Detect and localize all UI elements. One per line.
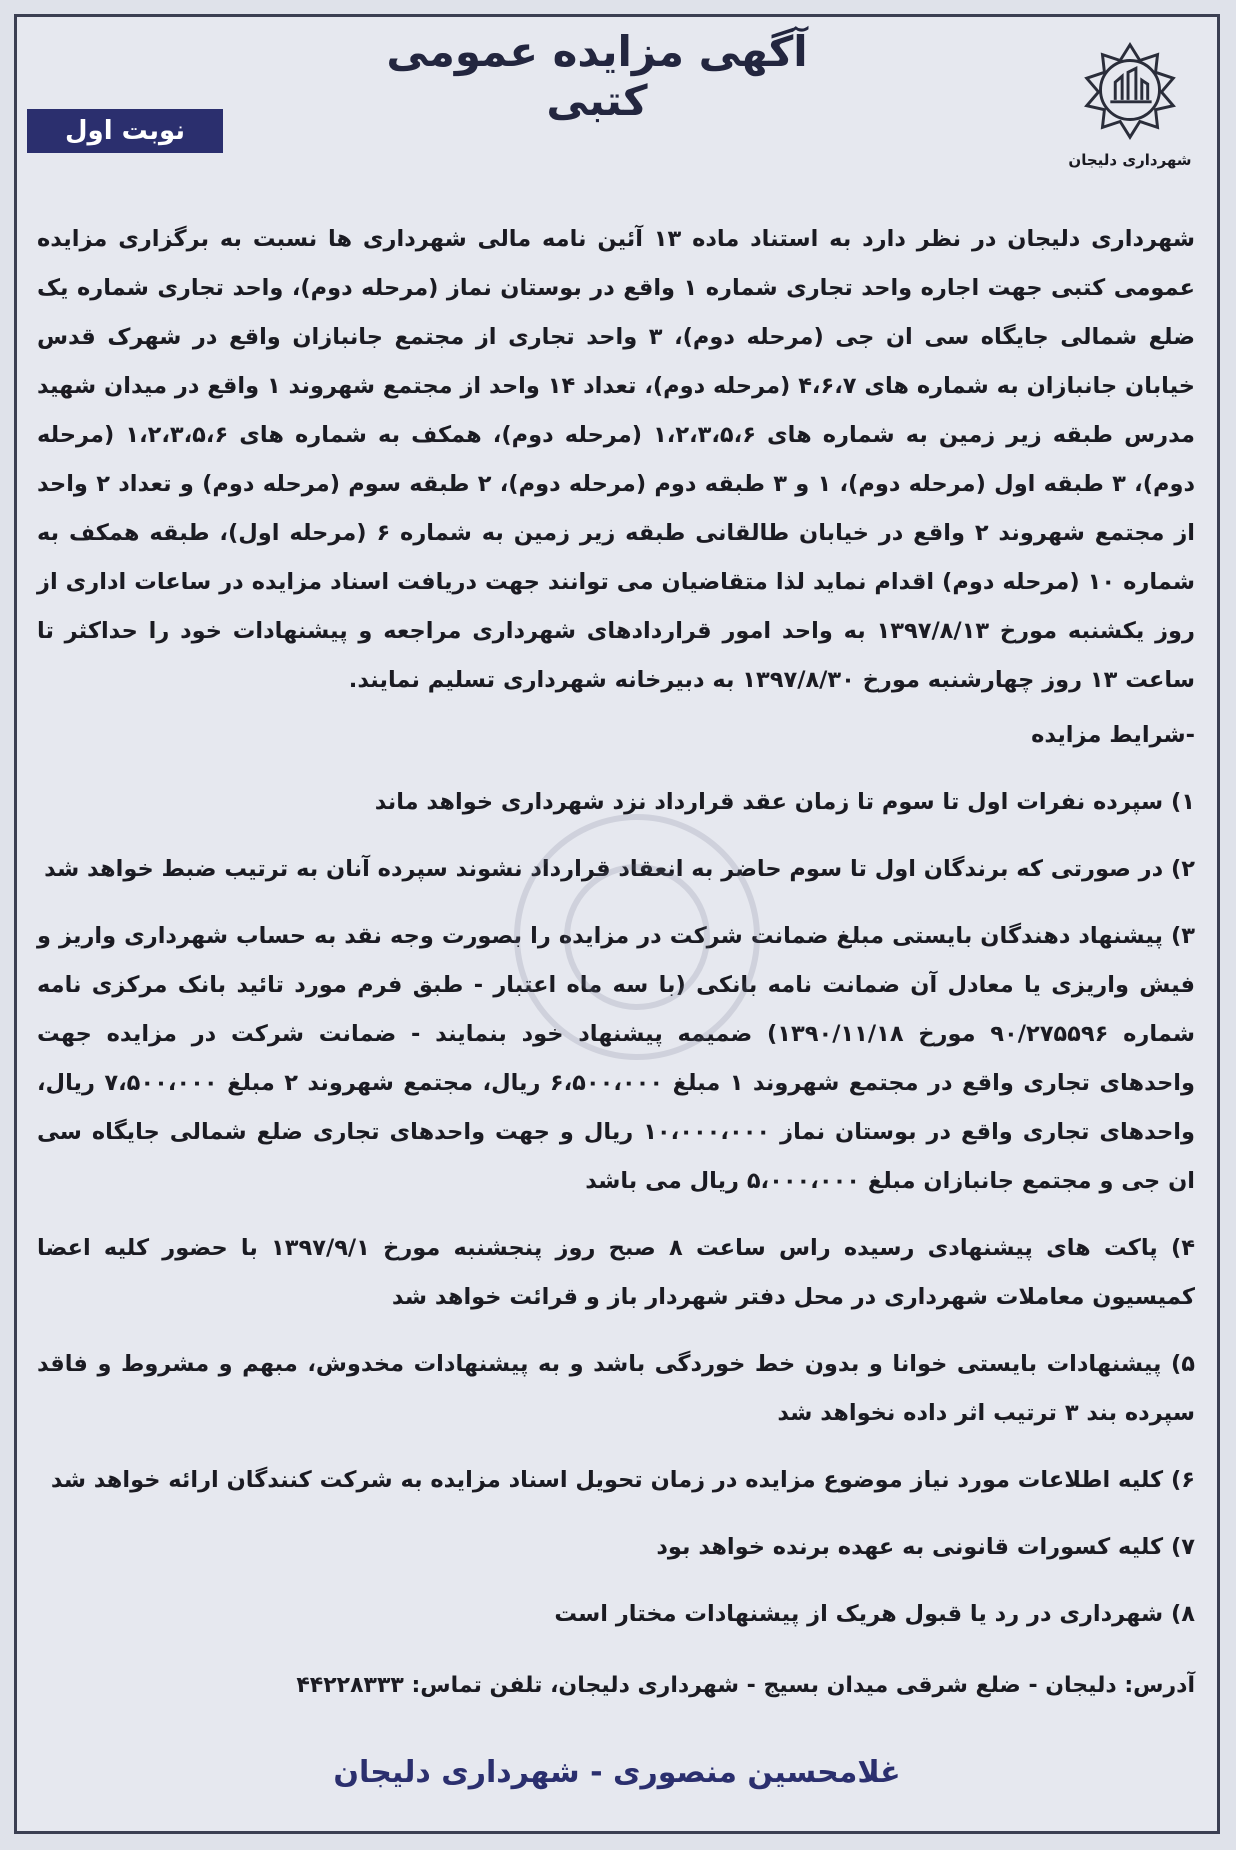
round-badge: نوبت اول	[27, 109, 223, 153]
condition-item: ۸) شهرداری در رد یا قبول هریک از پیشنهادات مختار است	[554, 1601, 1195, 1627]
condition-item: ۷) کلیه کسورات قانونی به عهده برنده خواهد بود	[656, 1534, 1195, 1560]
municipality-logo	[1065, 31, 1195, 181]
condition-item: ۴) پاکت های پیشنهادی رسیده راس ساعت ۸ صبح روز پنجشنبه مورخ ۱۳۹۷/۹/۱ با حضور کلیه اعضا کمیسیون معاملات شهرداری در محل دفتر شهردار باز و قرائت خواهد شد	[37, 1235, 1196, 1310]
logo-caption: شهرداری دلیجان	[1068, 151, 1192, 169]
notice-body	[37, 215, 1195, 1710]
notice-title: آگهی مزایده عمومی کتبی	[386, 27, 808, 125]
condition-item: ۳) پیشنهاد دهندگان بایستی مبلغ ضمانت شرکت در مزایده را بصورت وجه نقد به حساب شهرداری واریز و فیش واریزی یا معادل آن ضمانت نامه بانکی (با سه ماه اعتبار - طبق فرم مورد تائید بانک مرکزی نامه شماره ۹۰/۲۷۵۵۹۶ مورخ ۱۳۹۰/۱۱/۱۸) ضمیمه پیشنهاد خود بنمایند - ضمانت شرکت در مزایده جهت واحدهای تجاری واقع در مجتمع شهروند ۱ مبلغ ۶،۵۰۰،۰۰۰ ریال، مجتمع شهروند ۲ مبلغ ۷،۵۰۰،۰۰۰ ریال، واحدهای تجاری واقع در بوستان نماز ۱۰،۰۰۰،۰۰۰ ریال و جهت واحدهای تجاری ضلع شمالی جایگاه سی ان جی و مجتمع جانبازان مبلغ ۵،۰۰۰،۰۰۰ ریال می باشد	[37, 923, 1196, 1194]
city-emblem-icon	[1071, 31, 1189, 149]
condition-item: ۲) در صورتی که برندگان اول تا سوم حاضر به انعقاد قرارداد نشوند سپرده آنان به ترتیب ضبط خواهد شد	[44, 856, 1195, 882]
condition-item: ۱) سپرده نفرات اول تا سوم تا زمان عقد قرارداد نزد شهرداری خواهد ماند	[374, 789, 1195, 815]
notice-page	[14, 14, 1220, 1834]
condition-item: ۶) کلیه اطلاعات مورد نیاز موضوع مزایده در زمان تحویل اسناد مزایده به شرکت کنندگان ارائه خواهد شد	[50, 1467, 1195, 1493]
signature-line: غلامحسین منصوری - شهرداری دلیجان	[333, 1755, 901, 1790]
conditions-title: -شرایط مزایده	[1031, 722, 1195, 748]
condition-item: ۵) پیشنهادات بایستی خوانا و بدون خط خوردگی باشد و به پیشنهادات مخدوش، مبهم و مشروط و فاقد سپرده بند ۳ ترتیب اثر داده نخواهد شد	[37, 1351, 1195, 1426]
intro-paragraph: شهرداری دلیجان در نظر دارد به استناد ماده ۱۳ آئین نامه مالی شهرداری ها نسبت به برگزاری مزایده عمومی کتبی جهت اجاره واحد تجاری شماره ۱ واقع در بوستان نماز (مرحله دوم)، واحد تجاری شماره یک ضلع شمالی جایگاه سی ان جی (مرحله دوم)، ۳ واحد تجاری از مجتمع جانبازان واقع در شهرک قدس خیابان جانبازان به شماره های ۴،۶،۷ (مرحله دوم)، تعداد ۱۴ واحد از مجتمع شهروند ۱ واقع در میدان شهید مدرس طبقه زیر زمین به شماره های ۱،۲،۳،۵،۶ (مرحله دوم)، همکف به شماره های ۱،۲،۳،۵،۶ (مرحله دوم)، ۳ طبقه اول (مرحله دوم)، ۱ و ۳ طبقه دوم (مرحله دوم)، ۲ طبقه سوم (مرحله دوم) و تعداد ۲ واحد از مجتمع شهروند ۲ واقع در خیابان طالقانی طبقه زیر زمین به شماره ۶ (مرحله اول)، طبقه همکف به شماره ۱۰ (مرحله دوم) اقدام نماید لذا متقاضیان می توانند جهت دریافت اسناد مزایده در ساعات اداری از روز یکشنبه مورخ ۱۳۹۷/۸/۱۳ به واحد امور قراردادهای شهرداری مراجعه و پیشنهادات خود را حداکثر تا ساعت ۱۳ روز چهارشنبه مورخ ۱۳۹۷/۸/۳۰ به دبیرخانه شهرداری تسلیم نمایند.	[37, 226, 1196, 693]
contact-address: آدرس: دلیجان - ضلع شرقی میدان بسیج - شهرداری دلیجان، تلفن تماس: ۴۴۲۲۸۳۳۳	[296, 1673, 1195, 1698]
